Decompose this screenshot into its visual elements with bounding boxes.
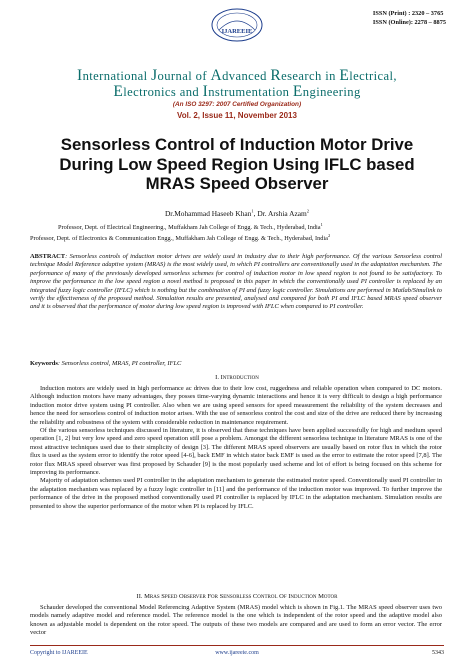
journal-name-line2: Electronics and Instrumentation Engineering — [113, 83, 361, 100]
title-line: Sensorless Control of Induction Motor Drive — [60, 135, 414, 154]
title-line: MRAS Speed Observer — [145, 174, 329, 193]
paragraph: Of the various sensorless techniques discussed in literature, it is observed that these techniques have been applied successfully for high and medium speed operation [1, 2] but very low speed and zero speed operation still pose a problem. Amongst the different sensorless technique in literature MRAS is one of the most attractive techniques used due to their simplicity of design [3]. The different MRAS speed observers are usually based on rotor flux in which the rotor flux is used as the system error to identify the rotor speed [4-6], back EMF in which stator back EMF is used as the error to estimate the rotor speed [7,8]. The rotor flux MRAS speed observer was first proposed by Schauder [9] is the most popularly used scheme and lot of effort is being focused on this scheme for improving its performance. — [30, 427, 442, 477]
affiliation-2: Professor, Dept. of Electronics & Communication Engg., Muffakham Jah College of Engg. & Tech., Hyderabad, India$^2$ — [30, 232, 331, 242]
paper-title — [20, 135, 454, 194]
footer-copyright: Copyright to IJAREEIE — [30, 650, 88, 656]
footer-divider — [30, 645, 444, 646]
section-heading-mras: II. Mras Speed Observer For Sensorless Control Of Induction Motor — [136, 593, 338, 600]
page-number: 5343 — [432, 650, 444, 656]
affiliation-1: Professor, Dept. of Electrical Engineering., Muffakham Jah College of Engg. & Tech., Hyderabad, India$^1$ — [58, 221, 323, 231]
abstract — [30, 253, 442, 312]
introduction-body — [30, 385, 442, 511]
certification-note: (An ISO 3297: 2007 Certified Organization) — [172, 101, 302, 108]
footer-website-link[interactable]: www.ijareeie.com — [215, 650, 259, 656]
title-line: During Low Speed Region Using IFLC based — [59, 154, 415, 174]
issn-block — [373, 9, 446, 27]
mras-section-body — [30, 604, 442, 638]
keywords: Keywords: Sensorless control, MRAS, PI controller, IFLC — [30, 360, 182, 367]
abstract-text: : Sensorless controls of induction motor drives are widely used in industry due to their high performance. Of the various Sensorless control technique Model Reference adaptive system (MRAS) is the most widely used, in which PI controllers are conventionally used in the adaptation mechanism. The performance of many of the previously developed sensorless schemes for control of induction motor in low speed region is not found to be satisfactory. To improve the performance in the low speed region a novel method is proposed in this paper in which the conventionally used PI controller is replaced by an integrated fuzzy logic controller (IFLC) which is nothing but the combination of PI and fuzzy logic controller. Simulations are performed in Matlab/Simulink to verify the effectiveness of the proposed method. Simulation results are presented, analysed and compared for both PI and IFLC based MRAS speed observer and it is observed that the performance of motor during low speed region is improved with IFLC when compared to PI controller. — [30, 253, 442, 311]
section-heading-introduction: I. Introduction — [215, 374, 259, 381]
journal-logo — [211, 8, 263, 42]
logo-text: IJAREEIE — [221, 28, 253, 35]
paragraph: Majority of adaptation schemes used PI controller in the adaptation mechanism to generate the estimated motor speed. Conventionally used PI controller in the adaptation mechanism was replaced by a fuzzy logic controller in [11] and the performance of the induction motor was improved. To further improve the performance of the drive in the proposed method conventionally used PI controller is replaced by IFLC in the adaptation mechanism. Simulation results are presented to show the superior performance of the motor when PI is replaced by IFLC. — [30, 477, 442, 510]
paragraph: Schauder developed the conventional Model Referencing Adaptive System (MRAS) model which is shown in Fig.1. The MRAS speed observer uses two models namely adaptive model and reference model. The reference model is the one which is independent of the rotor speed and the adaptive model also known as adjustable model is dependent on the rotor speed. The outputs of these two models are compared and are used to form an error vector. The error vector — [30, 604, 442, 637]
journal-name-line1: International Journal of Advanced Research in Electrical, — [77, 67, 397, 84]
authors: Dr.Mohammad Haseeb Khan$^1$, Dr. Arshia Azam$^2$ — [164, 208, 310, 218]
volume-issue: Vol. 2, Issue 11, November 2013 — [177, 111, 297, 120]
paragraph: Induction motors are widely used in high performance ac drives due to their low cost, ruggedness and reliable operation when compared to DC motors. Although induction motors have many advantages, they posses time-varying dynamic interactions and hence it is very difficult to design a high performance induction motor drive system using PI controller. Also when we are using speed sensors for speed measurement the reliability of the system decreases and hence the need for sensorless control of induction motor arises. With the use of sensorless control the cost and size of the drive are reduced there by increasing the reliability and robustness of the system with considerable reduction in maintenance requirement. — [30, 385, 442, 426]
abstract-label: ABSTRACT — [30, 253, 66, 260]
issn-print: ISSN (Print) : 2320 – 3765 — [372, 10, 444, 17]
journal-name — [30, 68, 444, 100]
issn-online: ISSN (Online): 2278 – 8875 — [372, 19, 446, 26]
